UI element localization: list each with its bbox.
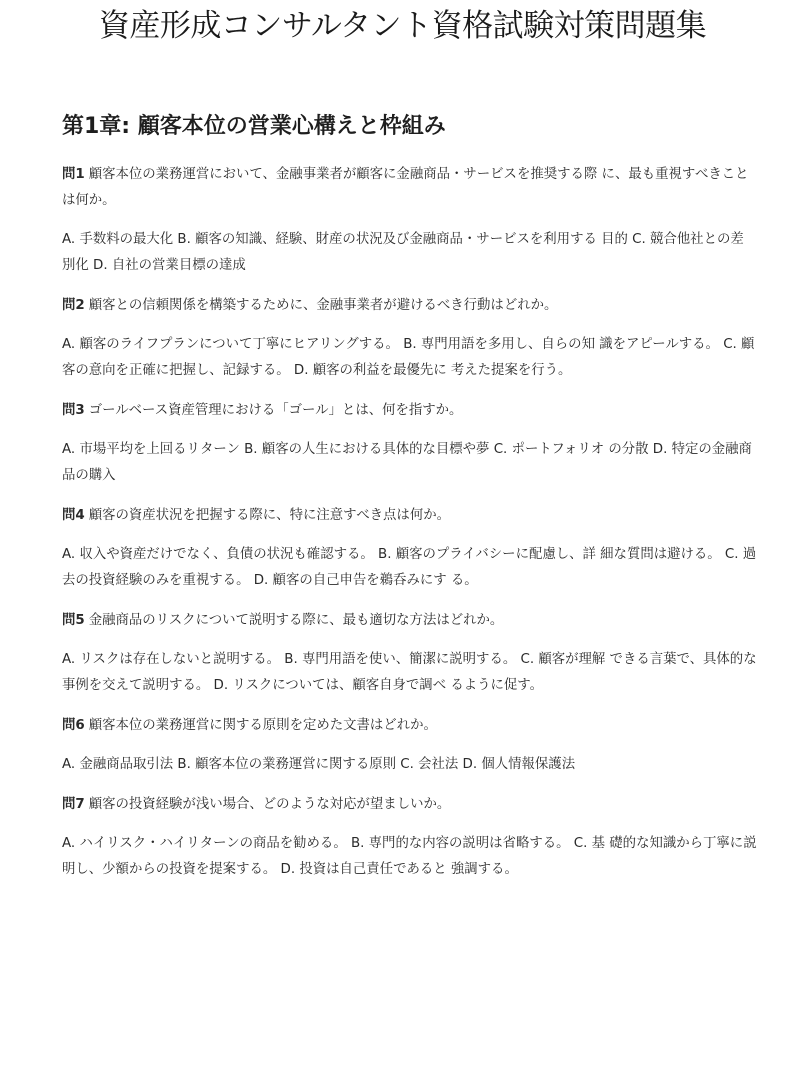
question-block-1 xyxy=(62,162,757,279)
answer-choices: A. 金融商品取引法 B. 顧客本位の業務運営に関する原則 C. 会社法 D. 個人情報保護法 xyxy=(62,757,576,772)
question-body: 顧客本位の業務運営に関する原則を定めた文書はどれか。 xyxy=(88,718,437,733)
question-block-6 xyxy=(62,713,757,778)
question-block-5 xyxy=(62,608,757,699)
question-text xyxy=(62,503,757,529)
question-block-3 xyxy=(62,398,757,489)
answer-choices: A. 手数料の最大化 B. 顧客の知識、経験、財産の状況及び金融商品・サービスを利用する 目的 C. 競合他社との差別化 D. 自社の営業目標の達成 xyxy=(62,232,744,273)
question-body: 顧客との信頼関係を構築するために、金融事業者が避けるべき行動はどれか。 xyxy=(88,298,558,313)
question-body: 顧客の資産状況を把握する際に、特に注意すべき点は何か。 xyxy=(88,508,450,523)
question-block-7 xyxy=(62,792,757,883)
question-number: 問4 xyxy=(62,508,85,523)
question-body: 金融商品のリスクについて説明する際に、最も適切な方法はどれか。 xyxy=(88,613,504,628)
question-text xyxy=(62,608,757,634)
question-number: 問3 xyxy=(62,403,85,418)
answer-choices: A. ハイリスク・ハイリターンの商品を勧める。 B. 専門的な内容の説明は省略する。 C. 基 礎的な知識から丁寧に説明し、少額からの投資を提案する。 D. 投資は自己責任であると 強調する。 xyxy=(62,836,757,877)
question-body: 顧客本位の業務運営において、金融事業者が顧客に金融商品・サービスを推奨する際 に、最も重視すべきことは何か。 xyxy=(62,167,749,208)
question-text xyxy=(62,792,757,818)
question-number: 問2 xyxy=(62,298,85,313)
question-body: 顧客の投資経験が浅い場合、どのような対応が望ましいか。 xyxy=(88,797,451,812)
document-title: 資産形成コンサルタント資格試験対策問題集 xyxy=(98,8,707,44)
question-number: 問7 xyxy=(62,797,85,812)
question-body: ゴールベース資産管理における「ゴール」とは、何を指すか。 xyxy=(88,403,463,418)
question-text xyxy=(62,398,757,424)
question-number: 問1 xyxy=(62,167,85,182)
chapter-heading: 第1章: 顧客本位の営業心構えと枠組み xyxy=(62,114,446,139)
answer-choices: A. リスクは存在しないと説明する。 B. 専門用語を使い、簡潔に説明する。 C. 顧客が理解 できる言葉で、具体的な事例を交えて説明する。 D. リスクについては、顧客自身で調べ るように促す。 xyxy=(62,652,757,693)
answer-choices: A. 収入や資産だけでなく、負債の状況も確認する。 B. 顧客のプライバシーに配慮し、詳 細な質問は避ける。 C. 過去の投資経験のみを重視する。 D. 顧客の自己申告を鵜呑みにす る。 xyxy=(62,547,757,588)
question-number: 問5 xyxy=(62,613,85,628)
question-number: 問6 xyxy=(62,718,85,733)
answer-choices: A. 市場平均を上回るリターン B. 顧客の人生における具体的な目標や夢 C. ポートフォリオ の分散 D. 特定の金融商品の購入 xyxy=(62,442,752,483)
answer-choices: A. 顧客のライフプランについて丁寧にヒアリングする。 B. 専門用語を多用し、自らの知 識をアピールする。 C. 顧客の意向を正確に把握し、記録する。 D. 顧客の利益を最優先に 考えた提案を行う。 xyxy=(62,337,755,378)
question-block-2 xyxy=(62,293,757,384)
question-block-4 xyxy=(62,503,757,594)
question-text xyxy=(62,162,757,214)
question-text xyxy=(62,293,757,319)
question-text xyxy=(62,713,757,739)
